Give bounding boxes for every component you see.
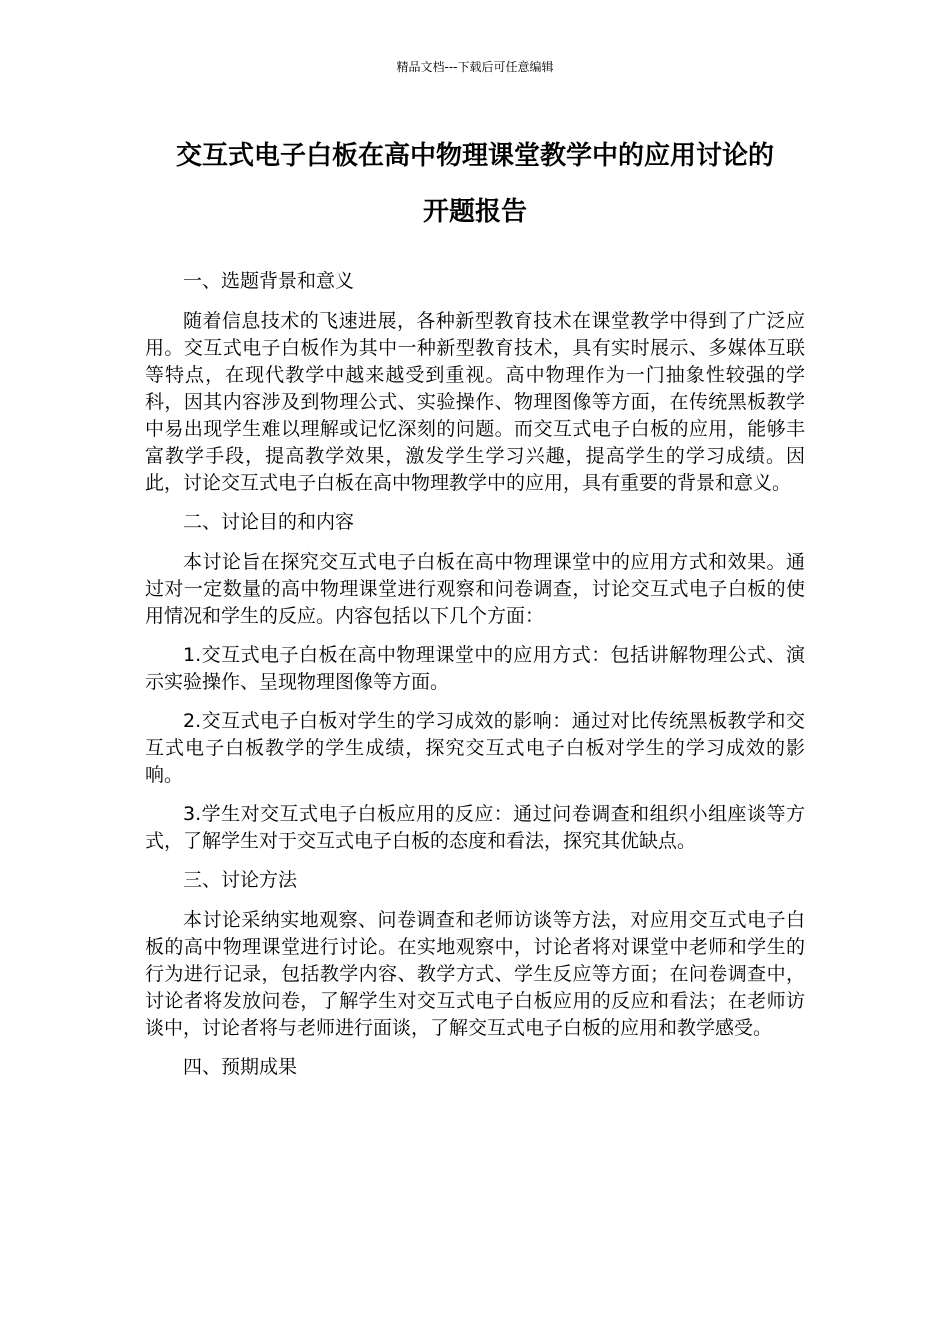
paragraph-background: 随着信息技术的飞速进展，各种新型教育技术在课堂教学中得到了广泛应用。交互式电子白板作为其中一种新型教育技术，具有实时展示、多媒体互联等特点，在现代教学中越来越受到重视。高中物理作为一门抽象性较强的学科，因其内容涉及到物理公式、实验操作、物理图像等方面，在传统黑板教学中易出现学生难以理解或记忆深刻的问题。而交互式电子白板的应用，能够丰富教学手段，提高教学效果，激发学生学习兴趣，提高学生的学习成绩。因此，讨论交互式电子白板在高中物理教学中的应用，具有重要的背景和意义。 bbox=[145, 310, 805, 494]
section-heading-outcomes: 四、预期成果 bbox=[183, 1056, 298, 1078]
page-header: 精品文档---下载后可任意编辑 bbox=[396, 60, 554, 74]
paragraph-purpose: 本讨论旨在探究交互式电子白板在高中物理课堂中的应用方式和效果。通过对一定数量的高中物理课堂进行观察和问卷调查，讨论交互式电子白板的使用情况和学生的反应。内容包括以下几个方面： bbox=[145, 551, 805, 627]
list-item-application: 1.交互式电子白板在高中物理课堂中的应用方式：包括讲解物理公式、演示实验操作、呈现物理图像等方面。 bbox=[145, 644, 805, 693]
section-heading-method: 三、讨论方法 bbox=[183, 869, 298, 891]
document-title bbox=[100, 128, 850, 240]
title-line-2: 开题报告 bbox=[422, 197, 527, 227]
section-heading-background: 一、选题背景和意义 bbox=[183, 270, 355, 292]
paragraph-method: 本讨论采纳实地观察、问卷调查和老师访谈等方法，对应用交互式电子白板的高中物理课堂进行讨论。在实地观察中，讨论者将对课堂中老师和学生的行为进行记录，包括教学内容、教学方式、学生反应等方面；在问卷调查中，讨论者将发放问卷，了解学生对交互式电子白板应用的反应和看法；在老师访谈中，讨论者将与老师进行面谈，了解交互式电子白板的应用和教学感受。 bbox=[145, 909, 805, 1039]
list-item-effect: 2.交互式电子白板对学生的学习成效的影响：通过对比传统黑板教学和交互式电子白板教学的学生成绩，探究交互式电子白板对学生的学习成效的影响。 bbox=[145, 710, 805, 786]
document-body bbox=[145, 268, 805, 1094]
list-item-reaction: 3.学生对交互式电子白板应用的反应：通过问卷调查和组织小组座谈等方式，了解学生对于交互式电子白板的态度和看法，探究其优缺点。 bbox=[145, 803, 805, 852]
title-line-1: 交互式电子白板在高中物理课堂教学中的应用讨论的 bbox=[175, 141, 774, 171]
section-heading-purpose: 二、讨论目的和内容 bbox=[183, 511, 355, 533]
